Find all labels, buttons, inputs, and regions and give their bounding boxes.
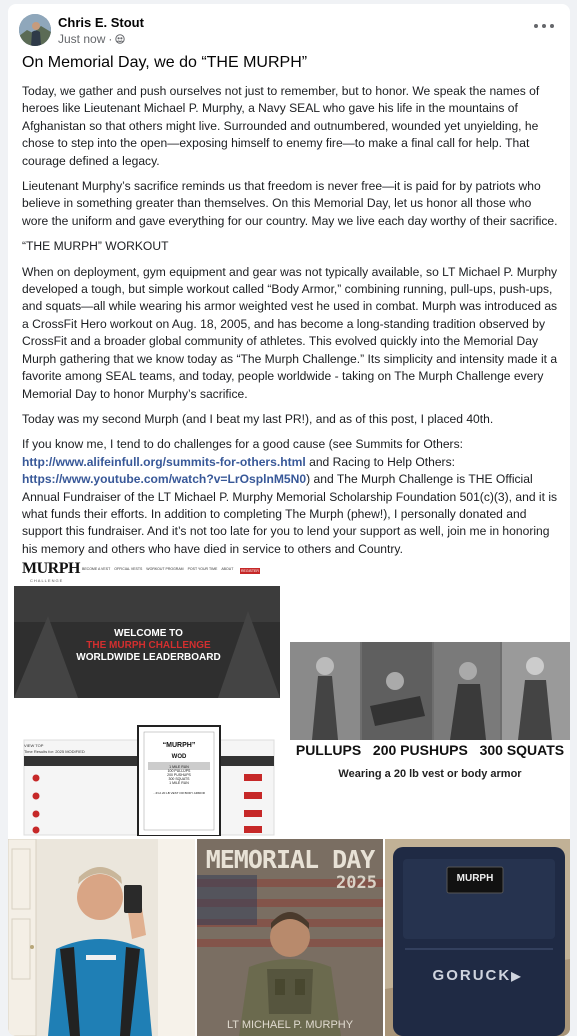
exercise-labels: PULLUPS 200 PUSHUPS 300 SQUATS	[295, 742, 565, 758]
post-meta: Just now ·	[58, 32, 125, 46]
murph-logo: MURPH	[22, 560, 80, 577]
wod-card: “MURPH” WOD 1 MILE RUN 100 PULLUPS 200 PUSHUPS 300 SQUATS 1 MILE RUN ...IN A 20 LB VEST OR BODY ARMOR	[153, 742, 205, 795]
friends-globe-icon[interactable]	[115, 34, 125, 44]
youtube-link[interactable]: https://www.youtube.com/watch?v=LrOsplnM5N0	[22, 472, 307, 487]
worldwide-heading: WORLDWIDE LEADERBOARD	[76, 652, 221, 663]
selfie-image[interactable]	[8, 839, 195, 1036]
post-header	[8, 4, 570, 50]
view-top-label: VIEW TOP	[24, 743, 44, 748]
exercises-image[interactable]	[290, 556, 570, 836]
paragraph-5: Today was my second Murph (and I beat my last PR!), and as of this post, I placed 40th.	[22, 411, 494, 426]
summits-link[interactable]: http://www.alifeinfull.org/summits-for-others.html	[22, 454, 306, 469]
memorial-day-title: MEMORIAL DAY	[205, 845, 375, 874]
exercise-caption: Wearing a 20 lb vest or body armor	[338, 768, 522, 780]
paragraph-4: When on deployment, gym equipment and gear was not typically available, so LT Michael P. Murphy developed a tough, but simple workout called “Body Armor,” combining running, pull-ups, push-ups, and squats—all while wearing his armor weighted vest he used in combat. Murph was introduced as a CrossFit Hero workout on Aug. 18, 2005, and has become a long-standing tradition observed by CrossFit and a broader global community of athletes. This evolved quickly into the Memorial Day Murph gathering that we know today as “The Murph Challenge.” Its simplicity and intensity made it a favorite among SEAL teams, and today, people worldwide - taking on The Murph Challenge every Memorial Day to honor Murphy’s sacrifice.	[22, 264, 558, 401]
memorial-day-year: 2025	[336, 873, 377, 893]
memorial-day-name: LT MICHAEL P. MURPHY	[226, 1019, 354, 1031]
post-card	[8, 4, 570, 1036]
murph-logo-sub: CHALLENGE	[30, 578, 64, 583]
photo-gallery	[8, 556, 570, 1036]
goruck-arrow-icon: ▶	[511, 969, 523, 983]
challenge-heading: THE MURPH CHALLENGE	[86, 640, 211, 651]
paragraph-6: If you know me, I tend to do challenges for a good cause (see Summits for Others: http://www.alifeinfull.org/summits-for-others.html and Racing to Help Others: https://www.youtube.com/watch?v=LrOsplnM5N0) and The Murph Challenge is THE Official Annual Fundraiser of the LT Michael P. Murphy Memorial Scholarship Foundation 501(c)(3), and it is what funds their efforts. In addition to completing The Murph (phew!), I personally donated and support this fundraiser. And it’s not too late for you to lend your support as well, join me in honoring his memory and others who have died in service to others and Country.	[22, 437, 558, 556]
post-body	[22, 83, 558, 566]
time-results-label: Time Results for: 2025 MODIFIED	[24, 749, 85, 754]
author-name[interactable]: Chris E. Stout	[58, 15, 144, 30]
leaderboard-image[interactable]	[8, 556, 289, 836]
paragraph-3: “THE MURPH” WORKOUT	[22, 239, 169, 254]
avatar[interactable]	[19, 14, 51, 46]
leaderboard-nav: BECOME A VEST OFFICIAL VESTS WORKOUT PROGRAM POST YOUR TIME ABOUT	[82, 567, 234, 571]
goruck-vest-image[interactable]	[385, 839, 570, 1036]
paragraph-1: Today, we gather and push ourselves not just to remember, but to honor. We speak the names of heroes like Lieutenant Michael P. Murphy, a Navy SEAL who gave his life in the mountains of Afghanistan so that others might live. Surrounded and outnumbered, wounded yet unyielding, he chose to step into the open—exposing himself to enemy fire—to make a final call for help. That courage defined a legacy.	[22, 84, 540, 168]
vest-patch: MURPH	[456, 873, 494, 884]
post-title: On Memorial Day, we do “THE MURPH”	[22, 54, 308, 71]
paragraph-2: Lieutenant Murphy’s sacrifice reminds us that freedom is never free—it is paid for by patriots who believe in something greater than themselves. On this Memorial Day, let us honor all those who wore the uniform and gave everything for our country. May we live each day worthy of their sacrifice.	[22, 179, 558, 228]
register-label: REGISTER	[241, 569, 259, 573]
memorial-day-image[interactable]	[197, 839, 383, 1036]
goruck-brand: GORUCK▶	[432, 967, 523, 984]
welcome-heading: WELCOME TO	[114, 628, 183, 639]
more-options-icon[interactable]	[532, 18, 556, 34]
post-time[interactable]: Just now	[58, 32, 106, 46]
